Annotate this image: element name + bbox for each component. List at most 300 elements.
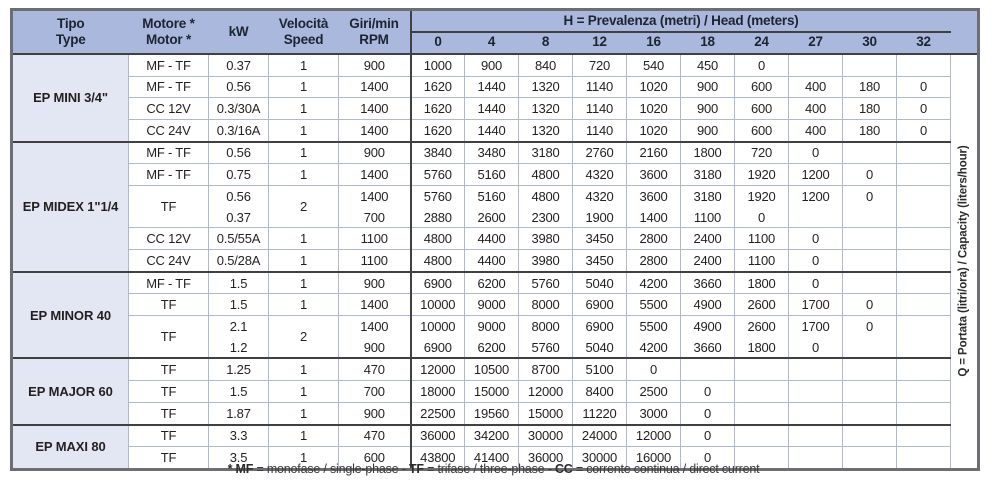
cell-capacity (897, 54, 951, 76)
cell-capacity (843, 402, 897, 424)
header-giri (339, 10, 411, 54)
cell-capacity: 15000 (465, 381, 519, 403)
cell-motor: CC 24V (129, 119, 209, 141)
header-head-value: 4 (465, 32, 519, 54)
cell-speed: 1 (269, 119, 339, 141)
cell-speed: 1 (269, 76, 339, 98)
cell-capacity: 6900 (573, 316, 627, 337)
head-label-text: = Prevalenza (metri) / Head (meters) (573, 13, 799, 28)
cell-capacity: 4800 (411, 228, 465, 250)
header-motore (129, 10, 209, 54)
table-row (12, 272, 979, 294)
cell-speed: 1 (269, 142, 339, 164)
cell-capacity (897, 250, 951, 272)
cell-capacity (897, 294, 951, 316)
cell-capacity: 2160 (627, 142, 681, 164)
cell-speed: 1 (269, 425, 339, 447)
cell-capacity: 2600 (735, 294, 789, 316)
table-header (12, 10, 979, 54)
cell-kw: 3.3 (209, 425, 269, 447)
cell-capacity: 1800 (681, 142, 735, 164)
cell-rpm: 900 (339, 402, 411, 424)
cell-capacity: 3450 (573, 228, 627, 250)
cell-capacity: 5100 (573, 358, 627, 380)
cell-capacity (789, 207, 843, 228)
table-body (12, 54, 979, 470)
header-tipo-line1: Tipo (57, 16, 85, 31)
cell-speed: 2 (269, 316, 339, 359)
cell-rpm: 1400 (339, 316, 411, 337)
cell-capacity: 36000 (411, 425, 465, 447)
cell-kw: 0.56 (209, 76, 269, 98)
cell-capacity: 2760 (573, 142, 627, 164)
footnote-text: = monofase / single-phase - (253, 462, 409, 476)
cell-motor: TF (129, 425, 209, 447)
cell-capacity (843, 425, 897, 447)
cell-capacity: 1200 (789, 185, 843, 206)
cell-capacity: 1140 (573, 98, 627, 120)
cell-capacity: 10500 (465, 358, 519, 380)
cell-capacity: 5160 (465, 185, 519, 206)
cell-capacity (897, 185, 951, 206)
cell-capacity: 0 (843, 164, 897, 186)
pump-capacity-table (10, 8, 980, 471)
cell-capacity: 180 (843, 98, 897, 120)
cell-speed: 1 (269, 164, 339, 186)
cell-capacity: 720 (735, 142, 789, 164)
group-label: EP MIDEX 1"1/4 (12, 142, 129, 272)
cell-motor: MF - TF (129, 142, 209, 164)
cell-capacity: 30000 (573, 447, 627, 470)
cell-kw: 0.5/55A (209, 228, 269, 250)
cell-capacity: 1920 (735, 164, 789, 186)
cell-capacity: 0 (681, 402, 735, 424)
cell-capacity: 1900 (573, 207, 627, 228)
cell-kw: 0.56 (209, 185, 269, 206)
cell-capacity: 41400 (465, 447, 519, 470)
cell-capacity: 0 (897, 119, 951, 141)
cell-rpm: 470 (339, 425, 411, 447)
cell-capacity: 4200 (627, 272, 681, 294)
cell-capacity (897, 316, 951, 337)
cell-capacity: 4900 (681, 316, 735, 337)
cell-capacity (897, 358, 951, 380)
cell-capacity: 1440 (465, 98, 519, 120)
cell-capacity: 180 (843, 76, 897, 98)
cell-rpm: 900 (339, 272, 411, 294)
cell-capacity: 0 (681, 425, 735, 447)
cell-speed: 1 (269, 272, 339, 294)
capacity-axis-cell (951, 54, 979, 470)
table-row (12, 119, 979, 141)
cell-kw: 0.3/16A (209, 119, 269, 141)
cell-capacity: 0 (681, 447, 735, 470)
cell-capacity: 6200 (465, 272, 519, 294)
cell-capacity: 4800 (519, 185, 573, 206)
cell-capacity (843, 337, 897, 359)
table-row (12, 164, 979, 186)
cell-capacity: 3450 (573, 250, 627, 272)
cell-capacity: 1320 (519, 119, 573, 141)
header-head-value: 30 (843, 32, 897, 54)
cell-kw: 2.1 (209, 316, 269, 337)
cell-capacity: 3980 (519, 228, 573, 250)
cell-capacity: 2800 (627, 228, 681, 250)
cell-capacity: 10000 (411, 316, 465, 337)
table-row (12, 381, 979, 403)
header-tipo-line2: Type (55, 31, 86, 47)
cell-capacity: 1020 (627, 76, 681, 98)
cell-capacity (681, 358, 735, 380)
cell-rpm: 900 (339, 142, 411, 164)
cell-kw: 0.37 (209, 207, 269, 228)
cell-capacity (897, 272, 951, 294)
cell-kw: 1.2 (209, 337, 269, 359)
cell-motor: CC 12V (129, 228, 209, 250)
cell-capacity: 11220 (573, 402, 627, 424)
footnote-abbrev: TF (408, 462, 424, 476)
group-label: EP MAJOR 60 (12, 358, 129, 424)
cell-capacity (789, 425, 843, 447)
cell-capacity: 12000 (411, 358, 465, 380)
cell-rpm: 900 (339, 337, 411, 359)
cell-capacity: 8400 (573, 381, 627, 403)
cell-motor: TF (129, 185, 209, 227)
cell-capacity: 2400 (681, 228, 735, 250)
cell-capacity: 600 (735, 98, 789, 120)
cell-capacity: 34200 (465, 425, 519, 447)
head-label-symbol: H (563, 13, 574, 28)
cell-capacity: 24000 (573, 425, 627, 447)
header-head-value: 32 (897, 32, 951, 54)
header-q-spacer (951, 10, 979, 54)
cell-capacity (735, 381, 789, 403)
cell-capacity: 3660 (681, 337, 735, 359)
cell-capacity: 0 (735, 207, 789, 228)
cell-capacity: 2500 (627, 381, 681, 403)
cell-rpm: 1400 (339, 185, 411, 206)
table-row (12, 228, 979, 250)
cell-capacity: 4800 (411, 250, 465, 272)
group-label: EP MINOR 40 (12, 272, 129, 359)
table-row (12, 316, 979, 337)
cell-capacity (735, 358, 789, 380)
header-giri-line1: Giri/min (349, 16, 399, 31)
cell-capacity: 6900 (411, 337, 465, 359)
cell-capacity: 1620 (411, 119, 465, 141)
cell-capacity: 3600 (627, 185, 681, 206)
cell-capacity: 1440 (465, 76, 519, 98)
cell-capacity: 720 (573, 54, 627, 76)
cell-capacity: 16000 (627, 447, 681, 470)
cell-rpm: 1400 (339, 164, 411, 186)
cell-capacity: 450 (681, 54, 735, 76)
cell-kw: 0.3/30A (209, 98, 269, 120)
cell-motor: MF - TF (129, 272, 209, 294)
cell-capacity: 3180 (681, 164, 735, 186)
cell-capacity: 2400 (681, 250, 735, 272)
cell-speed: 1 (269, 402, 339, 424)
cell-speed: 1 (269, 358, 339, 380)
cell-capacity: 1100 (681, 207, 735, 228)
header-head-meters (411, 10, 951, 32)
cell-capacity: 900 (681, 98, 735, 120)
cell-capacity: 1200 (789, 164, 843, 186)
cell-capacity: 4320 (573, 185, 627, 206)
cell-capacity: 3180 (681, 185, 735, 206)
table-row (12, 250, 979, 272)
footnote-abbrev: * MF (227, 462, 254, 476)
cell-rpm: 470 (339, 358, 411, 380)
cell-motor: TF (129, 316, 209, 359)
cell-capacity (735, 402, 789, 424)
cell-capacity: 0 (789, 250, 843, 272)
capacity-axis-symbol: Q (957, 368, 970, 378)
cell-motor: CC 12V (129, 98, 209, 120)
cell-capacity (843, 250, 897, 272)
cell-capacity (843, 381, 897, 403)
cell-capacity (897, 402, 951, 424)
cell-capacity: 9000 (465, 316, 519, 337)
cell-capacity: 1140 (573, 119, 627, 141)
cell-motor: TF (129, 402, 209, 424)
header-head-value: 24 (735, 32, 789, 54)
cell-capacity: 6900 (573, 294, 627, 316)
cell-capacity: 19560 (465, 402, 519, 424)
table-row (12, 294, 979, 316)
cell-capacity: 3980 (519, 250, 573, 272)
cell-capacity (897, 425, 951, 447)
cell-capacity: 8700 (519, 358, 573, 380)
cell-capacity (843, 358, 897, 380)
cell-capacity: 2800 (627, 250, 681, 272)
cell-capacity (735, 425, 789, 447)
cell-capacity: 1020 (627, 119, 681, 141)
cell-capacity (843, 207, 897, 228)
cell-kw: 0.56 (209, 142, 269, 164)
cell-capacity: 3000 (627, 402, 681, 424)
cell-capacity: 1700 (789, 316, 843, 337)
cell-kw: 3.5 (209, 447, 269, 470)
cell-speed: 1 (269, 54, 339, 76)
cell-capacity: 5760 (411, 164, 465, 186)
cell-rpm: 700 (339, 381, 411, 403)
cell-capacity: 4400 (465, 250, 519, 272)
cell-capacity (789, 54, 843, 76)
header-velocita (269, 10, 339, 54)
cell-motor: TF (129, 447, 209, 470)
cell-capacity: 900 (681, 119, 735, 141)
cell-capacity: 1920 (735, 185, 789, 206)
cell-capacity: 840 (519, 54, 573, 76)
cell-capacity: 0 (843, 316, 897, 337)
cell-capacity (897, 207, 951, 228)
header-kw-label: kW (228, 23, 249, 39)
cell-capacity: 3600 (627, 164, 681, 186)
cell-motor: TF (129, 381, 209, 403)
cell-capacity: 5500 (627, 316, 681, 337)
cell-capacity (843, 142, 897, 164)
header-head-value: 8 (519, 32, 573, 54)
cell-kw: 1.5 (209, 294, 269, 316)
cell-capacity: 2880 (411, 207, 465, 228)
cell-motor: MF - TF (129, 164, 209, 186)
cell-capacity: 1800 (735, 337, 789, 359)
cell-capacity: 1020 (627, 98, 681, 120)
cell-capacity: 5160 (465, 164, 519, 186)
cell-kw: 1.5 (209, 381, 269, 403)
cell-capacity: 0 (897, 76, 951, 98)
cell-capacity: 12000 (627, 425, 681, 447)
cell-capacity: 30000 (519, 425, 573, 447)
cell-capacity (789, 402, 843, 424)
cell-capacity: 0 (735, 54, 789, 76)
cell-rpm: 700 (339, 207, 411, 228)
cell-capacity: 0 (897, 98, 951, 120)
cell-capacity: 15000 (519, 402, 573, 424)
cell-capacity: 3480 (465, 142, 519, 164)
cell-capacity: 4800 (519, 164, 573, 186)
cell-motor: MF - TF (129, 54, 209, 76)
group-label: EP MINI 3/4" (12, 54, 129, 142)
cell-kw: 1.25 (209, 358, 269, 380)
cell-capacity: 0 (789, 272, 843, 294)
cell-kw: 1.5 (209, 272, 269, 294)
cell-capacity: 5760 (519, 272, 573, 294)
cell-capacity: 1100 (735, 228, 789, 250)
header-motore-line2: Motor * (145, 31, 192, 47)
cell-capacity: 6200 (465, 337, 519, 359)
header-velocita-line2: Speed (283, 31, 324, 47)
cell-capacity: 0 (789, 142, 843, 164)
capacity-axis-text: = Portata (litri/ora) / Capacity (liters/hour) (957, 145, 970, 369)
cell-capacity: 4900 (681, 294, 735, 316)
cell-speed: 1 (269, 294, 339, 316)
cell-motor: MF - TF (129, 76, 209, 98)
cell-capacity: 12000 (519, 381, 573, 403)
cell-rpm: 1400 (339, 294, 411, 316)
cell-kw: 0.37 (209, 54, 269, 76)
cell-capacity: 1620 (411, 76, 465, 98)
header-head-value: 27 (789, 32, 843, 54)
cell-kw: 0.75 (209, 164, 269, 186)
footnote-text: = corrente continua / direct current (572, 462, 760, 476)
table-row (12, 402, 979, 424)
cell-capacity: 4400 (465, 228, 519, 250)
cell-capacity: 0 (843, 294, 897, 316)
cell-capacity (789, 381, 843, 403)
cell-capacity: 3180 (519, 142, 573, 164)
header-head-value: 12 (573, 32, 627, 54)
cell-capacity: 36000 (519, 447, 573, 470)
cell-capacity: 5040 (573, 272, 627, 294)
header-motore-line1: Motore * (142, 16, 195, 31)
cell-capacity: 5500 (627, 294, 681, 316)
footnote (10, 462, 977, 476)
cell-capacity (897, 381, 951, 403)
header-kw (209, 10, 269, 54)
cell-capacity: 0 (627, 358, 681, 380)
cell-capacity: 1440 (465, 119, 519, 141)
cell-rpm: 1100 (339, 228, 411, 250)
table-row (12, 76, 979, 98)
table-row (12, 185, 979, 206)
cell-capacity: 18000 (411, 381, 465, 403)
header-giri-line2: RPM (359, 31, 389, 47)
header-head-value: 18 (681, 32, 735, 54)
group-label: EP MAXI 80 (12, 425, 129, 470)
cell-kw: 1.87 (209, 402, 269, 424)
cell-capacity: 2300 (519, 207, 573, 228)
cell-capacity: 1620 (411, 98, 465, 120)
table-row (12, 98, 979, 120)
cell-rpm: 1100 (339, 250, 411, 272)
cell-capacity: 0 (789, 228, 843, 250)
cell-rpm: 1400 (339, 98, 411, 120)
cell-speed: 1 (269, 447, 339, 470)
cell-capacity: 180 (843, 119, 897, 141)
capacity-axis-label (958, 146, 970, 377)
cell-capacity: 600 (735, 76, 789, 98)
header-head-value: 16 (627, 32, 681, 54)
header-tipo (12, 10, 129, 54)
cell-capacity: 1700 (789, 294, 843, 316)
cell-capacity: 1400 (627, 207, 681, 228)
cell-motor: TF (129, 294, 209, 316)
cell-capacity: 1100 (735, 250, 789, 272)
cell-capacity: 1140 (573, 76, 627, 98)
cell-capacity: 8000 (519, 294, 573, 316)
cell-capacity: 3660 (681, 272, 735, 294)
cell-capacity: 1320 (519, 76, 573, 98)
cell-capacity: 2600 (735, 316, 789, 337)
cell-rpm: 600 (339, 447, 411, 470)
cell-capacity: 4320 (573, 164, 627, 186)
cell-motor: CC 24V (129, 250, 209, 272)
header-head-value: 0 (411, 32, 465, 54)
footnote-abbrev: CC (554, 462, 573, 476)
cell-capacity: 5040 (573, 337, 627, 359)
cell-capacity: 6900 (411, 272, 465, 294)
cell-speed: 1 (269, 98, 339, 120)
cell-capacity: 5760 (411, 185, 465, 206)
cell-capacity (789, 358, 843, 380)
cell-capacity: 1800 (735, 272, 789, 294)
cell-rpm: 900 (339, 54, 411, 76)
cell-speed: 2 (269, 185, 339, 227)
cell-capacity: 0 (681, 381, 735, 403)
cell-capacity: 2600 (465, 207, 519, 228)
cell-capacity: 0 (789, 337, 843, 359)
cell-capacity: 600 (735, 119, 789, 141)
cell-capacity: 540 (627, 54, 681, 76)
cell-rpm: 1400 (339, 119, 411, 141)
cell-speed: 1 (269, 228, 339, 250)
cell-speed: 1 (269, 381, 339, 403)
cell-capacity (897, 142, 951, 164)
cell-capacity: 0 (843, 185, 897, 206)
cell-capacity: 400 (789, 98, 843, 120)
cell-capacity: 4200 (627, 337, 681, 359)
cell-capacity (897, 164, 951, 186)
cell-capacity (843, 228, 897, 250)
cell-capacity: 10000 (411, 294, 465, 316)
header-velocita-line1: Velocità (278, 16, 329, 31)
cell-capacity: 5760 (519, 337, 573, 359)
cell-capacity (843, 272, 897, 294)
cell-capacity: 1320 (519, 98, 573, 120)
cell-capacity: 3840 (411, 142, 465, 164)
